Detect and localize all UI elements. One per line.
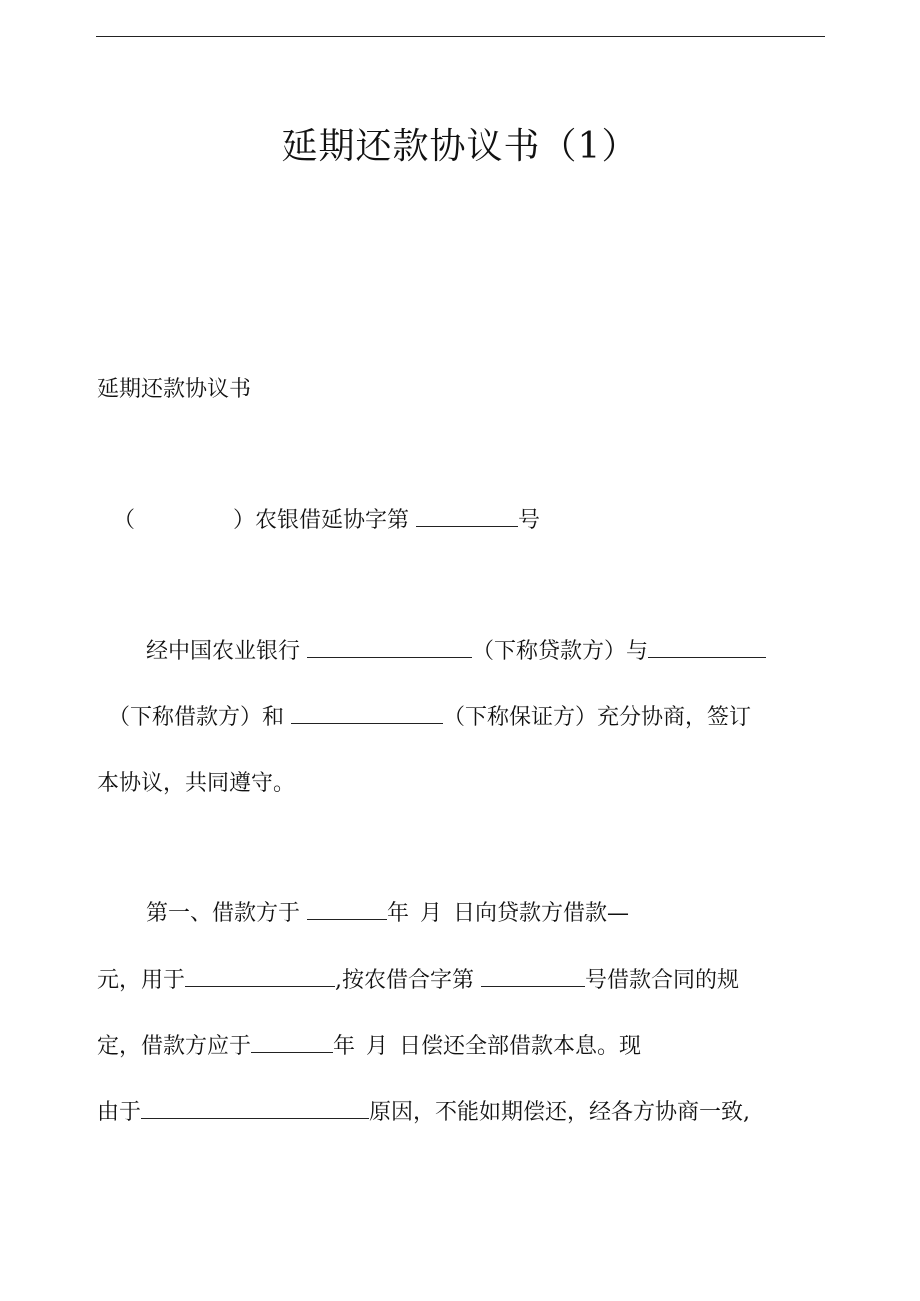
clause1-text-a: 第一、借款方于: [146, 901, 301, 926]
loan-year-blank[interactable]: [307, 901, 387, 920]
contract-number-blank[interactable]: [481, 968, 585, 987]
clause1-due-day: 日偿还全部借款本息。现: [399, 1034, 642, 1059]
intro-line-3: 本协议，共同遵守。: [97, 771, 296, 796]
borrower-name-blank[interactable]: [648, 639, 766, 658]
clause1-contract-ref: ,按农借合字第: [335, 968, 475, 993]
clause1-text-d: 日向贷款方借款—: [453, 901, 630, 926]
lender-branch-blank[interactable]: [307, 639, 472, 658]
intro-line-1: [146, 637, 766, 667]
intro-text-lender: （下称贷款方）与: [472, 639, 649, 664]
open-paren: （: [113, 508, 136, 533]
reference-number-line: [113, 506, 540, 536]
clause1-reason-text: 原因，不能如期偿还，经各方协商一致,: [369, 1100, 751, 1125]
loan-purpose-blank[interactable]: [185, 968, 335, 987]
ref-suffix: 号: [518, 508, 541, 533]
ref-number-blank[interactable]: [416, 508, 518, 527]
clause1-line-4: [97, 1098, 750, 1128]
intro-text-borrower: （下称借款方）和: [108, 705, 285, 730]
intro-text-bank: 经中国农业银行: [146, 639, 301, 664]
clause1-year: 年: [387, 901, 410, 926]
guarantor-name-blank[interactable]: [291, 705, 443, 724]
intro-line-2: [108, 703, 751, 733]
clause1-due-month: 月: [366, 1034, 389, 1059]
due-year-blank[interactable]: [251, 1034, 333, 1053]
clause1-month: 月: [420, 901, 443, 926]
clause1-contract-rule: 号借款合同的规: [585, 968, 740, 993]
ref-line-text: ）农银借延协字第: [233, 508, 410, 533]
clause1-yuan: 元，用于: [97, 968, 186, 993]
clause1-line-2: [97, 966, 739, 996]
clause1-line-3: [97, 1032, 641, 1062]
clause1-due-year: 年: [333, 1034, 356, 1059]
document-title: 延期还款协议书（1）: [281, 126, 639, 167]
reason-blank[interactable]: [141, 1100, 369, 1119]
clause1-line-1: [146, 899, 629, 929]
header-rule: [96, 36, 825, 37]
intro-text-guarantor: （下称保证方）充分协商，签订: [443, 705, 752, 730]
clause1-due: 定，借款方应于: [97, 1034, 252, 1059]
clause1-reason-label: 由于: [97, 1100, 142, 1125]
document-subtitle: 延期还款协议书: [97, 377, 252, 402]
